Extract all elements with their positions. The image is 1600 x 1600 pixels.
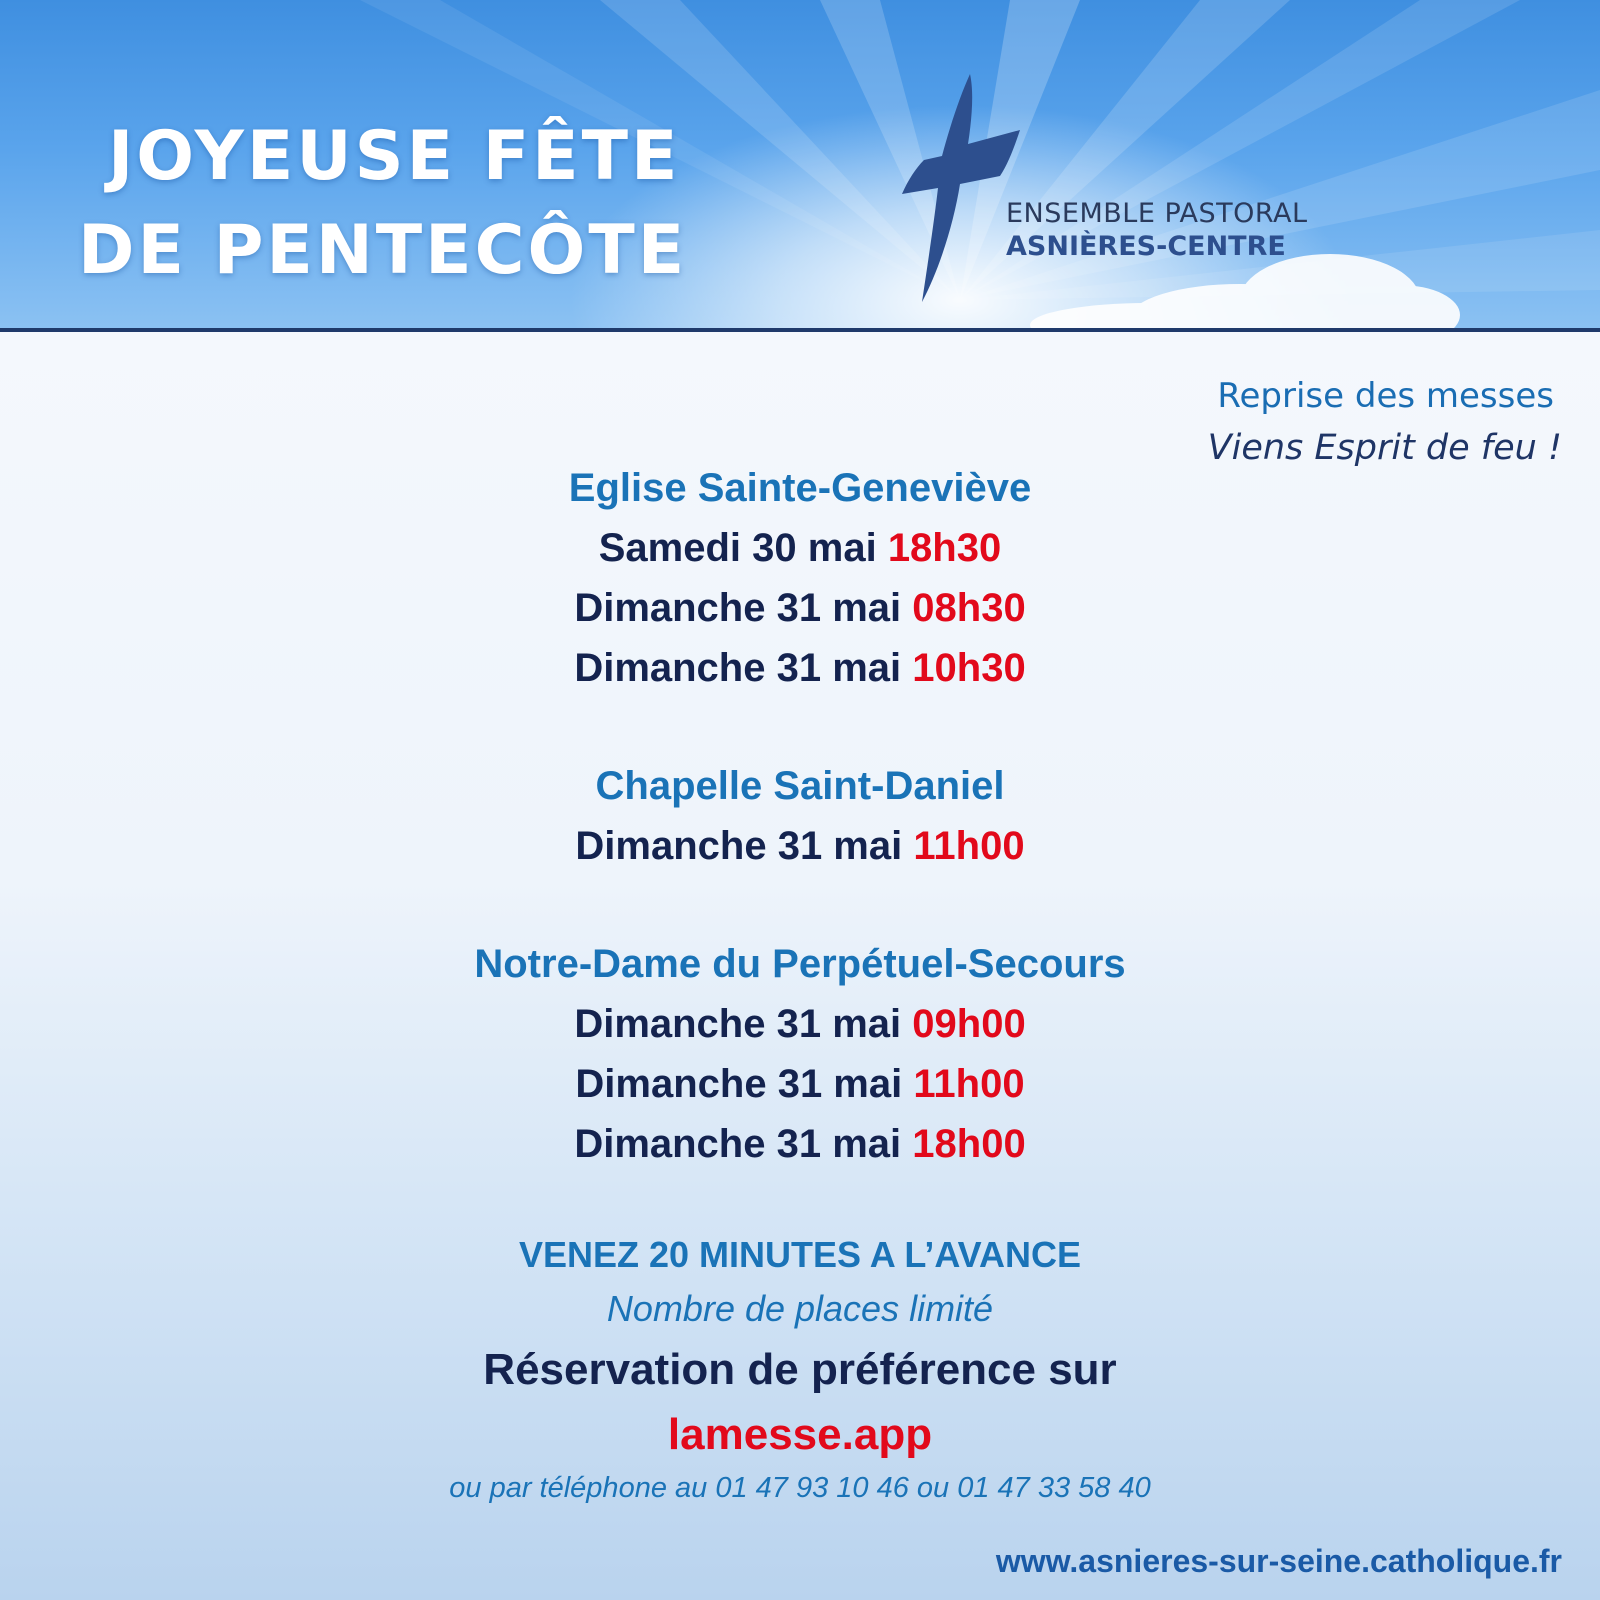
cross-icon — [900, 72, 1040, 308]
reservation-notice — [0, 1230, 1600, 1508]
org-name-line-1: ENSEMBLE PASTORAL — [1006, 198, 1308, 229]
mass-day: Dimanche 31 mai — [575, 824, 903, 868]
tagline — [1208, 376, 1562, 468]
mass-time: 10h30 — [912, 646, 1026, 690]
mass-schedule — [0, 458, 1600, 1174]
reservation-app-link[interactable]: lamesse.app — [667, 1410, 933, 1459]
mass-row — [0, 578, 1600, 638]
mass-row — [0, 1054, 1600, 1114]
reservation-text: Réservation de préférence sur — [483, 1345, 1117, 1394]
venue-title: Eglise Sainte-Geneviève — [568, 466, 1032, 510]
title-line-1: JOYEUSE FÊTE — [108, 117, 681, 196]
venue-title: Notre-Dame du Perpétuel-Secours — [474, 942, 1126, 986]
mass-time: 09h00 — [912, 1002, 1026, 1046]
org-name — [1006, 198, 1308, 262]
mass-row — [0, 638, 1600, 698]
mass-row — [0, 1114, 1600, 1174]
org-name-line-2: ASNIÈRES-CENTRE — [1006, 231, 1286, 262]
header-banner — [0, 0, 1600, 332]
phone-text: ou par téléphone au 01 47 93 10 46 ou 01 47 33 58 40 — [449, 1472, 1151, 1504]
website-link[interactable]: www.asnieres-sur-seine.catholique.fr — [995, 1543, 1562, 1579]
venue-title: Chapelle Saint-Daniel — [595, 764, 1005, 808]
mass-day: Dimanche 31 mai — [574, 586, 902, 630]
mass-time: 08h30 — [912, 586, 1026, 630]
spacer — [0, 876, 1600, 934]
mass-row — [0, 518, 1600, 578]
arrive-early-text: VENEZ 20 MINUTES A L’AVANCE — [518, 1234, 1082, 1275]
title-line-2: DE PENTECÔTE — [78, 211, 688, 290]
spacer — [0, 698, 1600, 756]
mass-time: 11h00 — [913, 824, 1025, 868]
mass-day: Samedi 30 mai — [598, 526, 877, 570]
mass-day: Dimanche 31 mai — [574, 646, 902, 690]
mass-day: Dimanche 31 mai — [574, 1002, 902, 1046]
mass-row — [0, 816, 1600, 876]
page-title — [78, 110, 687, 298]
tagline-line-2: Viens Esprit de feu ! — [1207, 428, 1562, 468]
mass-day: Dimanche 31 mai — [574, 1122, 902, 1166]
mass-row — [0, 994, 1600, 1054]
mass-day: Dimanche 31 mai — [575, 1062, 903, 1106]
mass-time: 11h00 — [913, 1062, 1025, 1106]
mass-time: 18h30 — [887, 526, 1002, 570]
tagline-line-1: Reprise des messes — [1217, 376, 1554, 416]
mass-time: 18h00 — [912, 1122, 1026, 1166]
limited-seats-text: Nombre de places limité — [606, 1288, 994, 1329]
